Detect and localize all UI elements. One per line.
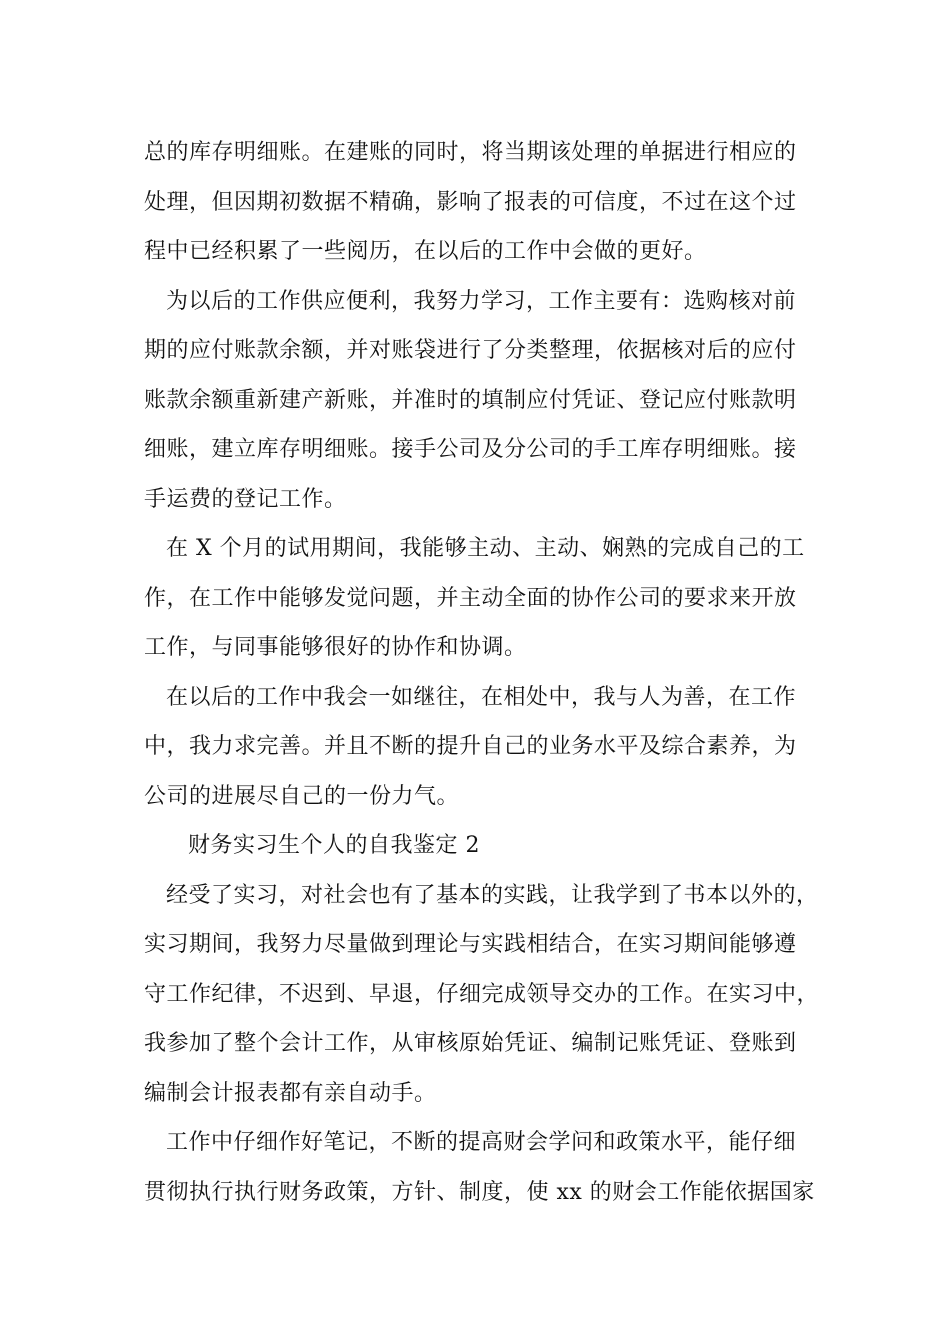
text-line: 经受了实习，对社会也有了基本的实践，让我学到了书本以外的，	[166, 882, 819, 908]
text-line: 在 X 个月的试用期间，我能够主动、主动、娴熟的完成自己的工	[166, 536, 805, 561]
section-heading	[144, 821, 809, 871]
text-line: 作，在工作中能够发觉问题，并主动全面的协作公司的要求来开放	[144, 585, 797, 611]
text-line: 守工作纪律，不迟到、早退，仔细完成领导交办的工作。在实习中，	[144, 981, 820, 1007]
text-line: 为以后的工作供应便利，我努力学习，工作主要有：选购核对前	[166, 288, 797, 314]
text-line: 期的应付账款余额，并对账袋进行了分类整理，依据核对后的应付	[144, 338, 797, 363]
text-line: 细账，建立库存明细账。接手公司及分公司的手工库存明细账。接	[144, 437, 797, 462]
paragraph-1	[144, 128, 809, 277]
paragraph-2	[144, 277, 809, 525]
text-line: 手运费的登记工作。	[144, 486, 347, 512]
text-line: 中，我力求完善。并且不断的提升自己的业务水平及综合素养，为	[144, 734, 797, 759]
text-line: 实习期间，我努力尽量做到理论与实践相结合，在实习期间能够遵	[144, 932, 797, 957]
paragraph-5	[144, 871, 820, 1119]
heading-text: 财务实习生个人的自我鉴定 2	[188, 833, 480, 858]
text-line: 公司的进展尽自己的一份力气。	[144, 783, 460, 809]
paragraph-6	[144, 1118, 815, 1217]
text-line: 工作，与同事能够很好的协作和协调。	[144, 635, 527, 660]
text-line: 程中已经积累了一些阅历，在以后的工作中会做的更好。	[144, 239, 707, 264]
text-line: 在以后的工作中我会一如继往，在相处中，我与人为善，在工作	[166, 684, 797, 710]
document-body	[144, 128, 820, 1217]
text-line: 我参加了整个会计工作，从审核原始凭证、编制记账凭证、登账到	[144, 1031, 797, 1056]
paragraph-4	[144, 673, 809, 822]
text-line: 总的库存明细账。在建账的同时，将当期该处理的单据进行相应的	[144, 140, 797, 165]
text-line: 编制会计报表都有亲自动手。	[144, 1080, 437, 1106]
text-line: 账款余额重新建产新账，并准时的填制应付凭证、登记应付账款明	[144, 387, 797, 413]
text-line: 贯彻执行执行财务政策，方针、制度，使 xx 的财会工作能依据国家	[144, 1179, 815, 1205]
text-line: 处理，但因期初数据不精确，影响了报表的可信度，不过在这个过	[144, 189, 797, 215]
paragraph-3	[144, 524, 809, 673]
text-line: 工作中仔细作好笔记，不断的提高财会学问和政策水平，能仔细	[166, 1130, 797, 1155]
